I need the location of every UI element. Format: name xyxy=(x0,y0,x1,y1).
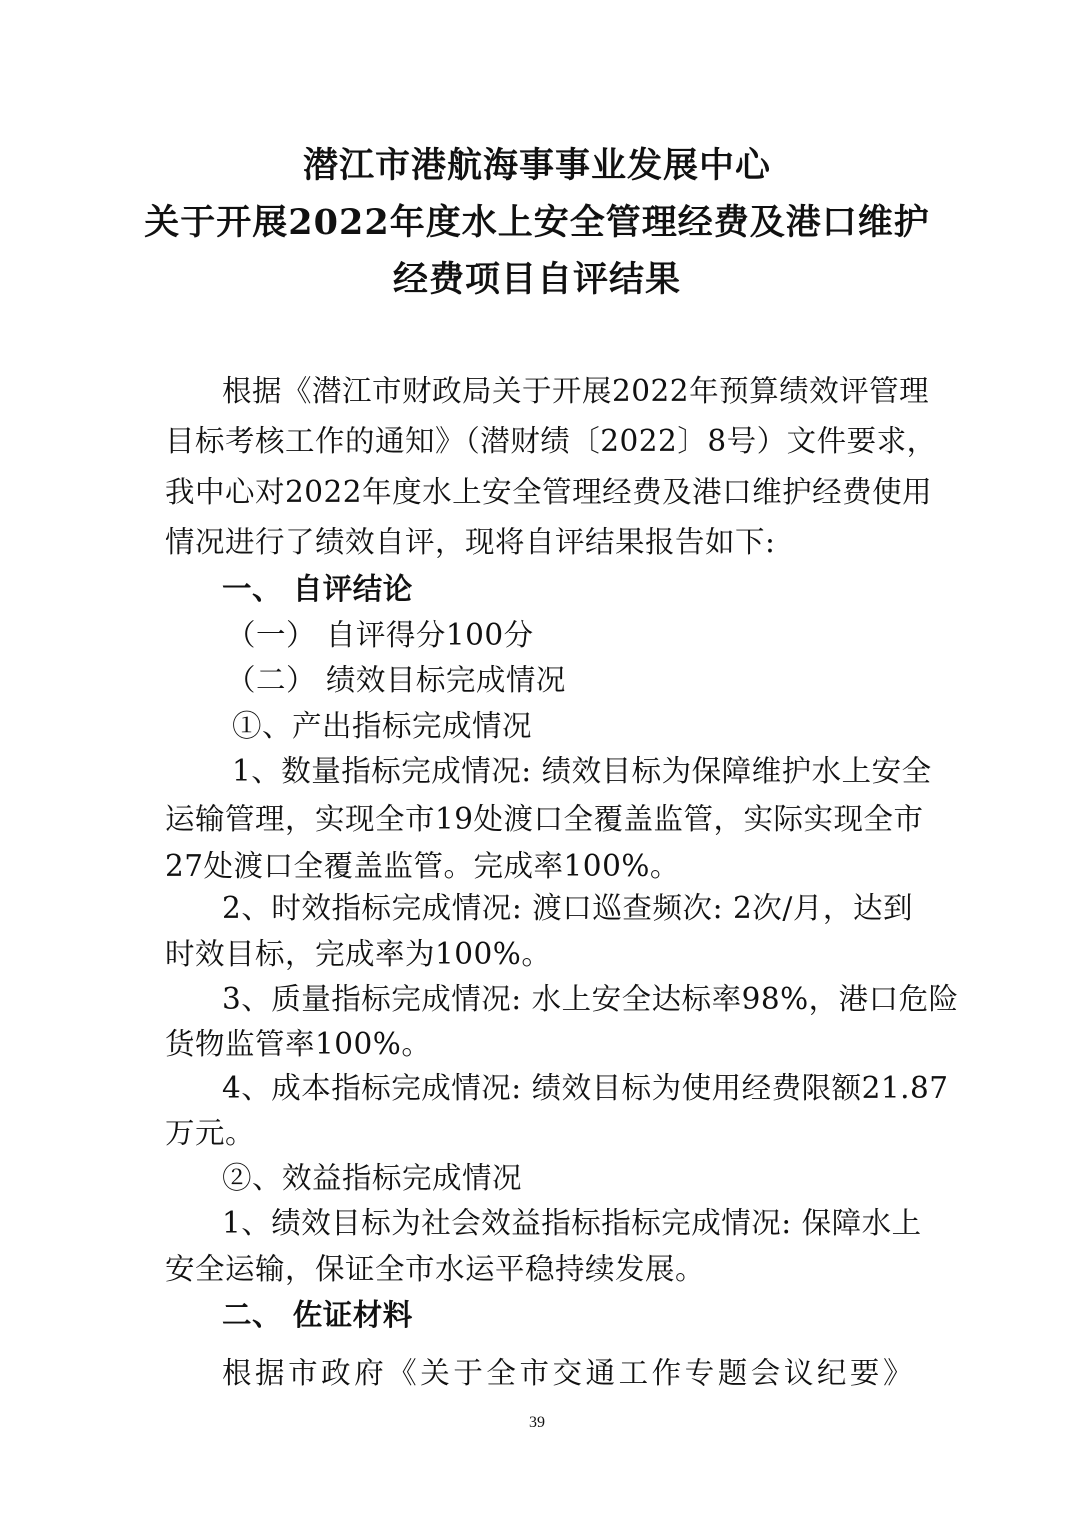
cost-line-1: 4、成本指标完成情况: 绩效目标为使用经费限额21.87 xyxy=(222,1071,949,1105)
quality-line-2: 货物监管率100%。 xyxy=(165,1027,432,1061)
benefit-indicators-heading: ②、效益指标完成情况 xyxy=(222,1161,523,1195)
timeliness-line-2: 时效目标，完成率为100%。 xyxy=(165,937,552,971)
intro-line-2: 目标考核工作的通知》（潜财绩〔2022〕8号）文件要求， xyxy=(165,424,937,458)
document-title-line-1: 潜江市港航海事事业发展中心 xyxy=(302,145,771,186)
section-1-heading: 一、 自评结论 xyxy=(222,572,413,606)
intro-line-4: 情况进行了绩效自评，现将自评结果报告如下: xyxy=(165,525,776,559)
section-1-sub-1: （一） 自评得分100分 xyxy=(226,618,534,652)
quantity-line-3: 27处渡口全覆盖监管。完成率100%。 xyxy=(165,849,680,883)
section-1-sub-2: （二） 绩效目标完成情况 xyxy=(226,663,566,697)
page-number: 39 xyxy=(529,1414,545,1431)
quantity-line-2: 运输管理，实现全市19处渡口全覆盖监管，实际实现全市 xyxy=(165,802,924,836)
social-benefit-line-2: 安全运输，保证全市水运平稳持续发展。 xyxy=(165,1252,706,1286)
document-title-line-3: 经费项目自评结果 xyxy=(392,259,681,300)
document-title-line-2: 关于开展2022年度水上安全管理经费及港口维护 xyxy=(144,202,930,243)
intro-line-1: 根据《潜江市财政局关于开展2022年预算绩效评管理 xyxy=(222,374,930,408)
output-indicators-heading: ①、产出指标完成情况 xyxy=(232,709,533,743)
cost-line-2: 万元。 xyxy=(165,1116,256,1150)
social-benefit-line-1: 1、绩效目标为社会效益指标指标完成情况: 保障水上 xyxy=(222,1206,922,1240)
section-2-line-1: 根据市政府《关于全市交通工作专题会议纪要》 xyxy=(222,1356,913,1390)
quality-line-1: 3、质量指标完成情况: 水上安全达标率98%，港口危险 xyxy=(222,982,959,1016)
intro-line-3: 我中心对2022年度水上安全管理经费及港口维护经费使用 xyxy=(165,475,933,509)
section-2-heading: 二、 佐证材料 xyxy=(222,1298,413,1332)
quantity-line-1: 1、数量指标完成情况: 绩效目标为保障维护水上安全 xyxy=(232,754,932,788)
timeliness-line-1: 2、时效指标完成情况: 渡口巡查频次: 2次/月，达到 xyxy=(222,891,913,925)
